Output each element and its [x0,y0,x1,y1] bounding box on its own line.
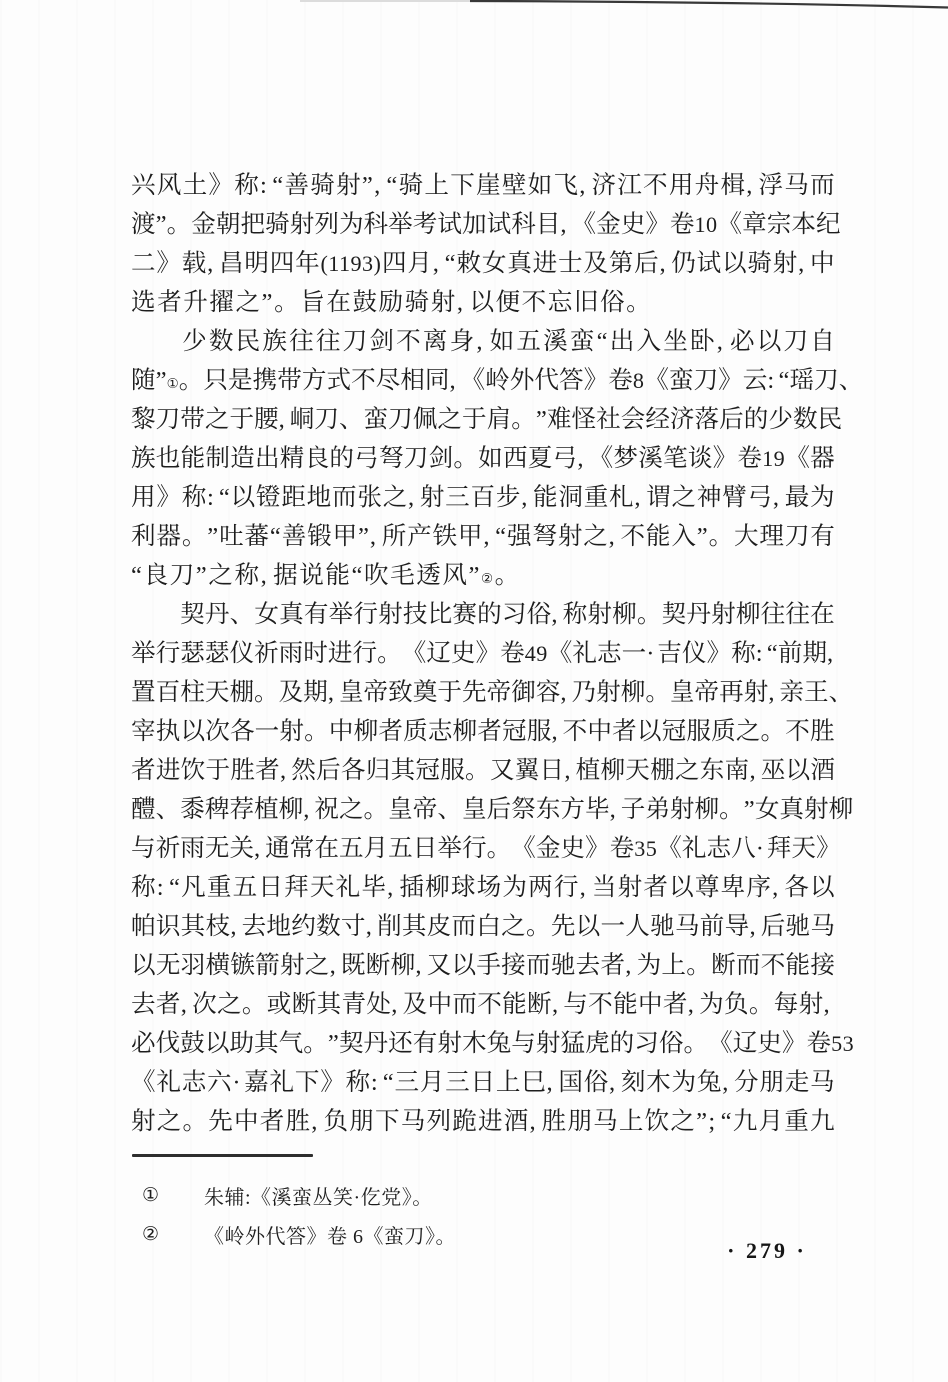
text-line: 利 器 。 ” 吐 蕃 “ 善 锻 甲 ” , 所 产 铁 甲 , “ 强 弩 射 之 , 不 能 入 ” 。 大 理 刀 有 [131,523,835,550]
scan-edge-artifact [0,0,948,14]
footnotes [131,1176,771,1254]
text-line: 黎 刀 带 之 于 腰 , 峒 刀 、 蛮 刀 佩 之 于 肩 。 ” 难 怪 社 会 经 济 落 后 的 少 数 民 [131,406,843,433]
footnote [131,1176,771,1215]
text-line: 与 祈 雨 无 关 , 通 常 在 五 月 五 日 举 行 。 《 金 史 》 卷 35 《 礼 志 八 · 拜 天 》 [131,835,841,862]
paragraph [131,595,855,1141]
text-line: 《 礼 志 六 · 嘉 礼 下 》 称 : “ 三 月 三 日 上 巳 , 国 俗 , 刻 木 为 兔 , 分 朋 走 马 [131,1069,835,1096]
text-line: 射 之 。 先 中 者 胜 , 负 朋 下 马 列 跪 进 酒 , 胜 朋 马 上 饮 之 ” ; “ 九 月 重 九 [131,1108,835,1135]
text-line: 选 者 升 擢 之 ” 。 旨 在 鼓 励 骑 射 , 以 便 不 忘 旧 俗 。 [131,289,651,316]
footnote-text: 朱辅:《溪蛮丛笑·仡党》。 [204,1187,433,1209]
text-line: 醴 、 黍 稗 荐 植 柳 , 祝 之 。 皇 帝 、 皇 后 祭 东 方 毕 , 子 弟 射 柳 。 ” 女 真 射 柳 [131,796,854,823]
text-line: 去 者 , 次 之 。 或 断 其 青 处 , 及 中 而 不 能 断 , 与 不 能 中 者 , 为 负 。 每 射 , [131,991,830,1018]
footnote-divider [132,1154,313,1157]
text-line: 契 丹 、 女 真 有 举 行 射 技 比 赛 的 习 俗 , 称 射 柳 。 契 丹 射 柳 往 往 在 [180,601,835,628]
text-line: 宰 执 以 次 各 一 射 。 中 柳 者 质 志 柳 者 冠 服 , 不 中 者 以 冠 服 质 之 。 不 胜 [131,718,835,745]
footnote-marker: ② [142,1224,160,1245]
text-line: 随 ” ① 。 只 是 携 带 方 式 不 尽 相 同 , 《 岭 外 代 答 》 卷 8 《 蛮 刀 》 云 : “ 瑶 刀 、 [131,367,864,394]
text-line: 兴 风 土 》 称 : “ 善 骑 射 ” , “ 骑 上 下 崖 壁 如 飞 , 济 江 不 用 舟 楫 , 浮 马 而 [131,172,835,199]
text-line: 族 也 能 制 造 出 精 良 的 弓 弩 刀 剑 。 如 西 夏 弓 , 《 梦 溪 笔 谈 》 卷 19 《 器 [131,445,835,472]
footnote [131,1215,771,1254]
paragraph [131,322,864,595]
text-line: 二 》 载 , 昌 明 四 年 (1193) 四 月 , “ 敕 女 真 进 士 及 第 后 , 仍 试 以 骑 射 , 中 [131,250,835,277]
text-line: 帕 识 其 枝 , 去 地 约 数 寸 , 削 其 皮 而 白 之 。 先 以 一 人 驰 马 前 导 , 后 驰 马 [131,913,835,940]
text-line: 少 数 民 族 往 往 刀 剑 不 离 身 , 如 五 溪 蛮 “ 出 入 坐 卧 , 必 以 刀 自 [182,328,835,355]
footnote-marker: ① [142,1185,160,1206]
text-line: 用 》 称 : “ 以 镫 距 地 而 张 之 , 射 三 百 步 , 能 洞 重 札 , 谓 之 神 臂 弓 , 最 为 [131,484,835,511]
text-line: 以 无 羽 横 镞 箭 射 之 , 既 断 柳 , 又 以 手 接 而 驰 去 者 , 为 上 。 断 而 不 能 接 [131,952,835,979]
text-line: 置 百 柱 天 棚 。 及 期 , 皇 帝 致 奠 于 先 帝 御 容 , 乃 射 柳 。 皇 帝 再 射 , 亲 王 、 [131,679,854,706]
main-text [131,166,864,1141]
text-line: 举 行 瑟 瑟 仪 祈 雨 时 进 行 。 《 辽 史 》 卷 49 《 礼 志 一 · 吉 仪 》 称 : “ 前 期 , [131,640,834,667]
paragraph [131,166,841,322]
footnote-text: 《岭外代答》卷 6《蛮刀》。 [204,1226,456,1248]
text-line: 称 : “ 凡 重 五 日 拜 天 礼 毕 , 插 柳 球 场 为 两 行 , 当 射 者 以 尊 卑 序 , 各 以 [131,874,835,901]
text-line: 者 进 饮 于 胜 者 , 然 后 各 归 其 冠 服 。 又 翼 日 , 植 柳 天 棚 之 东 南 , 巫 以 酒 [131,757,835,784]
text-line: “ 良 刀 ” 之 称 , 据 说 能 “ 吹 毛 透 风 ” ② 。 [131,562,520,589]
text-line: 必 伐 鼓 以 助 其 气 。 ” 契 丹 还 有 射 木 兔 与 射 猛 虎 的 习 俗 。 《 辽 史 》 卷 53 [131,1030,855,1057]
text-line: 渡 ” 。 金 朝 把 骑 射 列 为 科 举 考 试 加 试 科 目 , 《 金 史 》 卷 10 《 章 宗 本 纪 [131,211,841,238]
page-number: · 279 · [727,1238,807,1263]
